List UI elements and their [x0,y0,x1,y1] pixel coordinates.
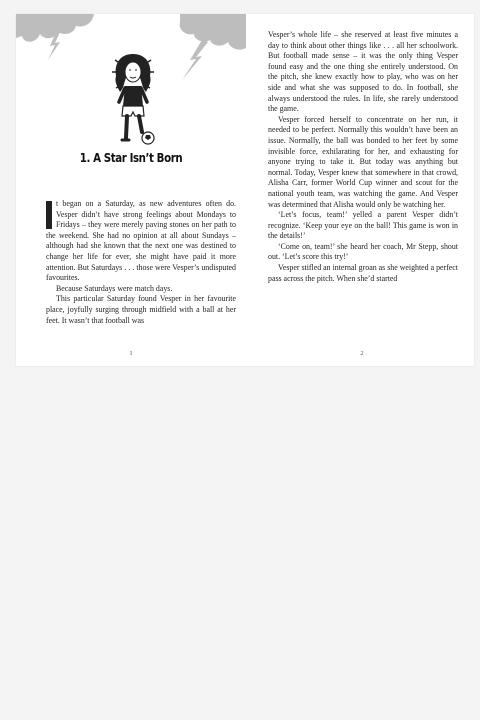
paragraph: t began on a Saturday, as new adventures often do. Vesper didn’t have strong feelings about Mondays to Fridays – they were merely paving stones on her path to the weekend. She had no opinion at all about Sundays – although had she known that the next one was destined to change her life for ever, she might have paid it more attention. But Saturdays . . . those were Vesper’s undisputed favourites. [46,199,236,283]
page-number: 1 [129,350,133,357]
girl-with-football-illustration [108,52,158,146]
paragraph: Vesper’s whole life – she reserved at least five minutes a day to think about other things like . . . all her schoolwork. But football made sense – it was the only thing Vesper found easy and the one thing she entirely understood. On the pitch, she knew exactly how to play, who was on her side and what she was supposed to do. In football, she always understood the rules. In life, she rarely understood the game. [268,30,458,114]
right-page [250,14,474,366]
left-page-text [46,199,236,326]
chapter-title: 1. A Star Isn’t Born [79,150,183,165]
paragraph: Because Saturdays were match days. [56,283,173,293]
book-spread [16,14,474,366]
paragraph: This particular Saturday found Vesper in her favourite place, joyfully surging through midfield with a ball at her feet. It wasn’t that football was [46,294,236,325]
page-number: 2 [360,350,364,357]
paragraph: Vesper stifled an internal groan as she weighted a perfect pass across the pitch. When she’d started [268,263,458,283]
paragraph: ‘Let’s focus, team!’ yelled a parent Vesper didn’t recognize. ‘Keep your eye on the ball! This game is won in the details!’ [268,210,458,241]
storm-cloud-lightning-icon [176,14,246,80]
right-page-text [268,30,458,284]
paragraph: Vesper forced herself to concentrate on her run, it needed to be perfect. Normally this wouldn’t have been an issue. Normally, the ball was bonded to her feet by some invisible force, exhilarating for her, and exhausting for anyone trying to take it. But today was anything but normal. Today, Vesper knew that somewhere in that crowd, Alisha Carr, former World Cup winner and scout for the national youth team, was watching the game. And Vesper was determined that Alisha would only be watching her. [268,114,458,209]
storm-cloud-lightning-icon [16,14,96,64]
drop-cap [46,201,52,229]
left-page [16,14,246,366]
paragraph: ‘Come on, team!’ she heard her coach, Mr Stepp, shout out. ‘Let’s score this try!’ [268,241,458,262]
